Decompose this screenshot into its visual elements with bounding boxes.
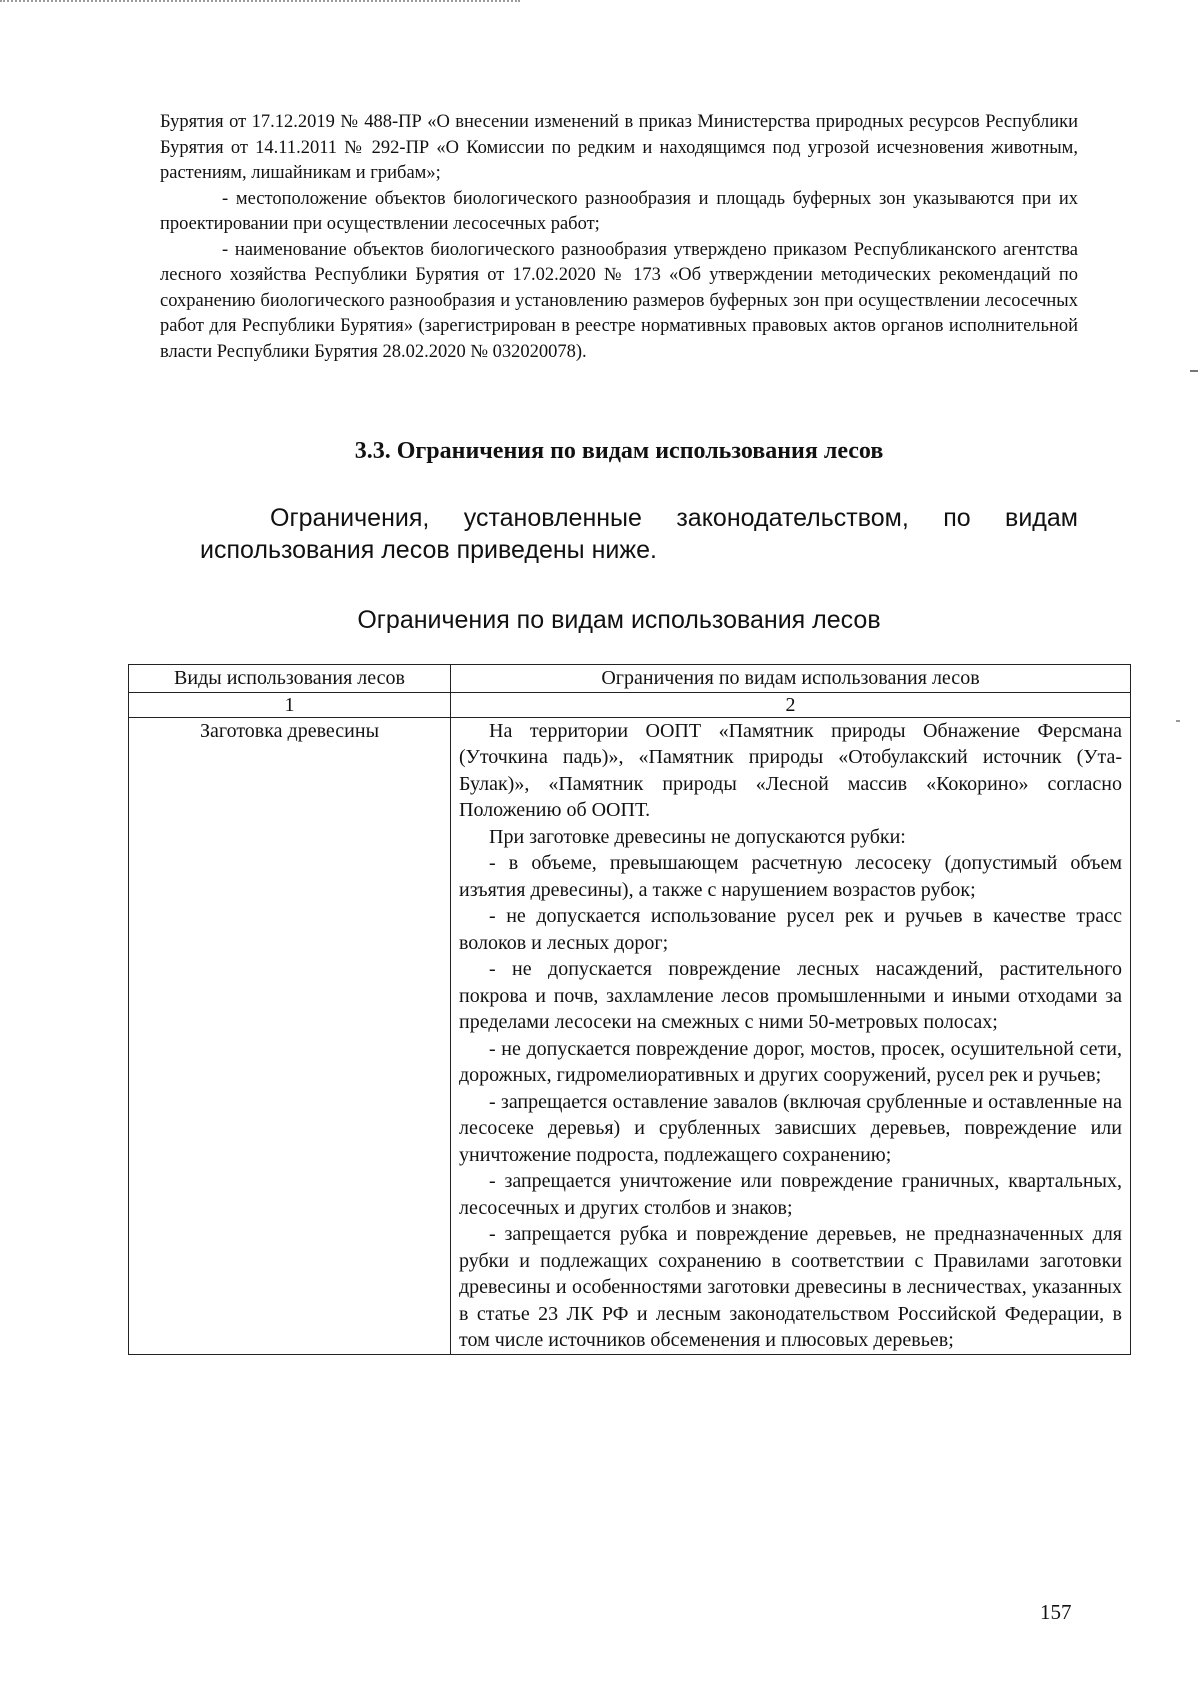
restriction-item: - запрещается уничтожение или повреждение граничных, квартальных, лесосечных и других столбов и знаков; xyxy=(459,1170,1122,1219)
header-restrictions: Ограничения по видам использования лесов xyxy=(451,665,1131,693)
lead-line: использования лесов приведены ниже. xyxy=(200,536,657,564)
header-use-type: Виды использования лесов xyxy=(129,665,451,693)
column-number: 1 xyxy=(129,692,451,717)
restriction-item: При заготовке древесины не допускаются рубки: xyxy=(489,825,906,848)
restriction-item: - запрещается оставление завалов (включая срубленные и оставленные на лесосеке деревья) и срубленных зависших деревьев, повреждение или уничтожение подроста, подлежащего сохранению; xyxy=(459,1090,1122,1166)
scan-margin-mark xyxy=(1190,370,1198,372)
intro-text xyxy=(160,110,1078,365)
restriction-item: - не допускается использование русел рек и ручьев в качестве трасс волоков и лесных дорог; xyxy=(459,905,1122,954)
restrictions-cell xyxy=(451,717,1131,1354)
restrictions-table xyxy=(128,664,1131,1355)
scan-top-edge xyxy=(0,0,520,5)
column-number: 2 xyxy=(451,692,1131,717)
restriction-item: - не допускается повреждение лесных насаждений, растительного покрова и почв, захламление лесов промышленными и иными отходами за пределами лесосеки на смежных с ними 50-метровых полосах; xyxy=(459,958,1122,1033)
restriction-item: - в объеме, превышающем расчетную лесосеку (допустимый объем изъятия древесины), а также с нарушением возрастов рубок; xyxy=(459,852,1122,901)
scan-margin-mark xyxy=(1176,720,1180,722)
lead-paragraph xyxy=(200,502,1078,566)
restriction-item: - запрещается рубка и повреждение деревьев, не предназначенных для рубки и подлежащих сохранению в соответствии с Правилами заготовки древесины и особенностями заготовки древесины в лесничествах, указанных в статье 23 ЛК РФ и лесным законодательством Российской Федерации, в том числе источников обсеменения и плюсовых деревьев; xyxy=(459,1223,1122,1351)
use-type-cell: Заготовка древесины xyxy=(129,717,451,1354)
restriction-item: На территории ООПТ «Памятник природы Обнажение Ферсмана (Уточкина падь)», «Памятник природы «Отобулакский источник (Ута-Булак)», «Памятник природы «Лесной массив «Кокорино» согласно Положению об ООПТ. xyxy=(459,719,1122,821)
column-number-row xyxy=(129,692,1131,717)
lead-line: Ограничения, установленные законодательством, по видам xyxy=(270,504,1078,532)
section-title: 3.3. Ограничения по видам использования лесов xyxy=(354,438,884,464)
restriction-item: - не допускается повреждение дорог, мостов, просек, осушительной сети, дорожных, гидромелиоративных и других сооружений, русел рек и ручьев; xyxy=(459,1037,1122,1086)
table-title: Ограничения по видам использования лесов xyxy=(357,606,881,634)
table-row xyxy=(129,717,1131,1354)
intro-paragraph: Бурятия от 17.12.2019 № 488-ПР «О внесении изменений в приказ Министерства природных ресурсов Республики Бурятия от 14.11.2011 № 292-ПР «О Комиссии по редким и находящимся под угрозой исчезновения животным, растениям, лишайникам и грибам»; xyxy=(160,112,1078,183)
table-header-row xyxy=(129,665,1131,693)
intro-paragraph: - наименование объектов биологического разнообразия утверждено приказом Республиканского агентства лесного хозяйства Республики Бурятия от 17.02.2020 № 173 «Об утверждении методических рекомендаций по сохранению биологического разнообразия и установлению размеров буферных зон при осуществлении лесосечных работ для Республики Бурятия» (зарегистрирован в реестре нормативных правовых актов органов исполнительной власти Республики Бурятия 28.02.2020 № 032020078). xyxy=(160,239,1078,362)
page-number: 157 xyxy=(1040,1600,1072,1624)
intro-paragraph: - местоположение объектов биологического разнообразия и площадь буферных зон указываются при их проектировании при осуществлении лесосечных работ; xyxy=(160,188,1078,234)
